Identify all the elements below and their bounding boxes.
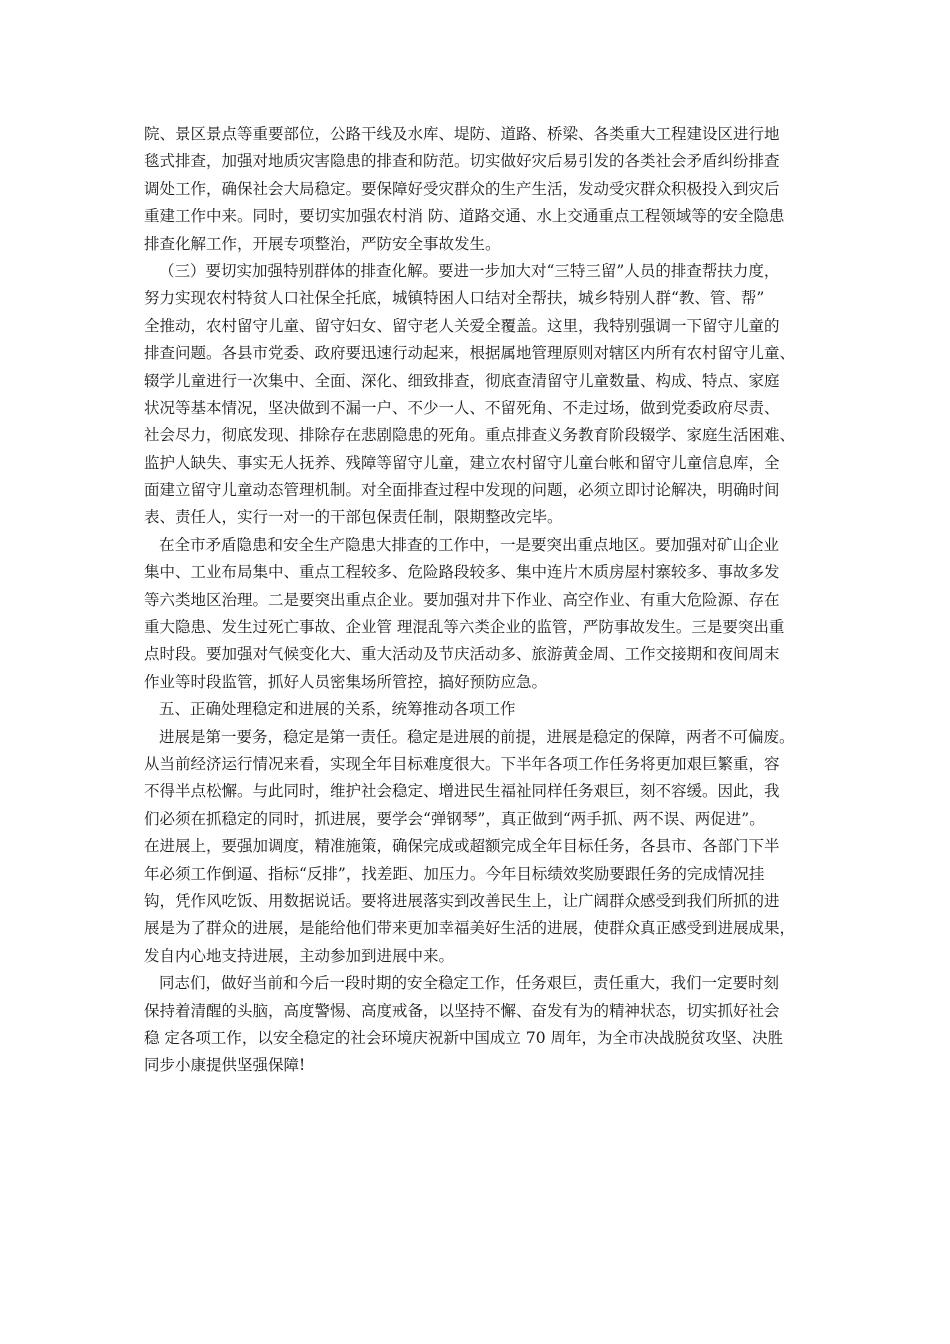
text-line: 重建工作中来。同时，要切实加强农村消 防、道路交通、水上交通重点工程领域等的安全隐患: [144, 207, 785, 226]
text-line: 等六类地区治理。二是要突出重点企业。要加强对井下作业、高空作业、有重大危险源、存在: [144, 590, 780, 609]
paragraph-start-line: （三）要切实加强特别群体的排查化解。要进一步加大对“三特三留”人员的排查帮扶力度，: [159, 261, 780, 280]
text-line: 社会尽力，彻底发现、排除存在悲剧隐患的死角。重点排查义务教育阶段辍学、家庭生活困难、: [144, 426, 796, 445]
text-line: 全推动，农村留守儿童、留守妇女、留守老人关爱全覆盖。这里，我特别强调一下留守儿童的: [144, 316, 780, 335]
text-line: 保持着清醒的头脑，高度警惕、高度戒备，以坚持不懈、奋发有为的精神状态，切实抓好社会: [144, 1001, 780, 1020]
text-line: 点时段。要加强对气候变化大、重大活动及节庆活动多、旅游黄金周、工作交接期和夜间周末: [144, 645, 780, 664]
paragraph-start-line: 进展是第一要务，稳定是第一责任。稳定是进展的前提，进展是稳定的保障，两者不可偏废。: [159, 727, 795, 746]
text-line: 钩，凭作风吃饭、用数据说话。要将进展落实到改善民生上，让广阔群众感受到我们所抓的进: [144, 891, 780, 910]
text-line: 在进展上，要强加调度，精准施策，确保完成或超额完成全年目标任务，各县市、各部门下半: [144, 837, 780, 856]
text-line: 辍学儿童进行一次集中、全面、深化、细致排查，彻底查清留守儿童数量、构成、特点、家庭: [144, 371, 780, 390]
section-heading: 五、正确处理稳定和进展的关系，统筹推动各项工作: [159, 700, 516, 719]
text-line: 年必须工作倒逼、指标“反排”，找差距、加压力。今年目标绩效奖励要跟任务的完成情况挂: [144, 864, 765, 883]
paragraph-start-line: 同志们，做好当前和今后一段时期的安全稳定工作，任务艰巨，责任重大，我们一定要时刻: [159, 974, 780, 993]
text-line: 监护人缺失、事实无人抚养、残障等留守儿童，建立农村留守儿童台帐和留守儿童信息库，全: [144, 453, 780, 472]
text-line: 努力实现农村特贫人口社保全托底，城镇特困人口结对全帮扶，城乡特别人群“教、管、帮”: [144, 289, 765, 308]
text-line: 发自内心地支持进展，主动参加到进展中来。: [144, 946, 455, 965]
text-line: 不得半点松懈。与此同时，维护社会稳定、增进民生福祉同样任务艰巨，刻不容缓。因此，我: [144, 782, 780, 801]
text-line: 们必须在抓稳定的同时，抓进展，要学会“弹钢琴”，真正做到“两手抓、两不误、两促进”。: [144, 809, 765, 828]
text-line: 同步小康提供坚强保障!: [144, 1056, 306, 1075]
text-line: 重大隐患、发生过死亡事故、企业管 理混乱等六类企业的监管，严防事故发生。三是要突出重: [144, 618, 785, 637]
text-line: 面建立留守儿童动态管理机制。对全面排查过程中发现的问题，必须立即讨论解决，明确时间: [144, 481, 780, 500]
text-line: 表、责任人，实行一对一的干部包保责任制，限期整改完毕。: [144, 508, 563, 527]
text-line: 状况等基本情况，坚决做到不漏一户、不少一人、不留死角、不走过场，做到党委政府尽责、: [144, 398, 780, 417]
text-line: 院、景区景点等重要部位，公路干线及水库、堤防、道路、桥梁、各类重大工程建设区进行地: [144, 125, 780, 143]
text-line: 调处工作，确保社会大局稳定。要保障好受灾群众的生产生活，发动受灾群众积极投入到灾后: [144, 179, 780, 198]
text-line: 集中、工业布局集中、重点工程较多、危险路段较多、集中连片木质房屋村寨较多、事故多发: [144, 563, 780, 582]
paragraph-start-line: 在全市矛盾隐患和安全生产隐患大排查的工作中，一是要突出重点地区。要加强对矿山企业: [159, 535, 780, 554]
text-line: 展是为了群众的进展，是能给他们带来更加幸福美好生活的进展，使群众真正感受到进展成果，: [144, 919, 796, 938]
text-line: 排查化解工作，开展专项整治，严防安全事故发生。: [144, 234, 501, 253]
document-body: [144, 121, 810, 1080]
text-line: 从当前经济运行情况来看，实现全年目标难度很大。下半年各项工作任务将更加艰巨繁重，容: [144, 754, 780, 773]
text-line: 作业等时段监管，抓好人员密集场所管控，搞好预防应急。: [144, 672, 548, 691]
text-line: 毯式排查，加强对地质灾害隐患的排查和防范。切实做好灾后易引发的各类社会矛盾纠纷排查: [144, 152, 780, 171]
text-line: 排查问题。各县市党委、政府要迅速行动起来，根据属地管理原则对辖区内所有农村留守儿童、: [144, 344, 796, 363]
text-line: 稳 定各项工作，以安全稳定的社会环境庆祝新中国成立 70 周年，为全市决战脱贫攻坚、决胜: [144, 1028, 784, 1047]
